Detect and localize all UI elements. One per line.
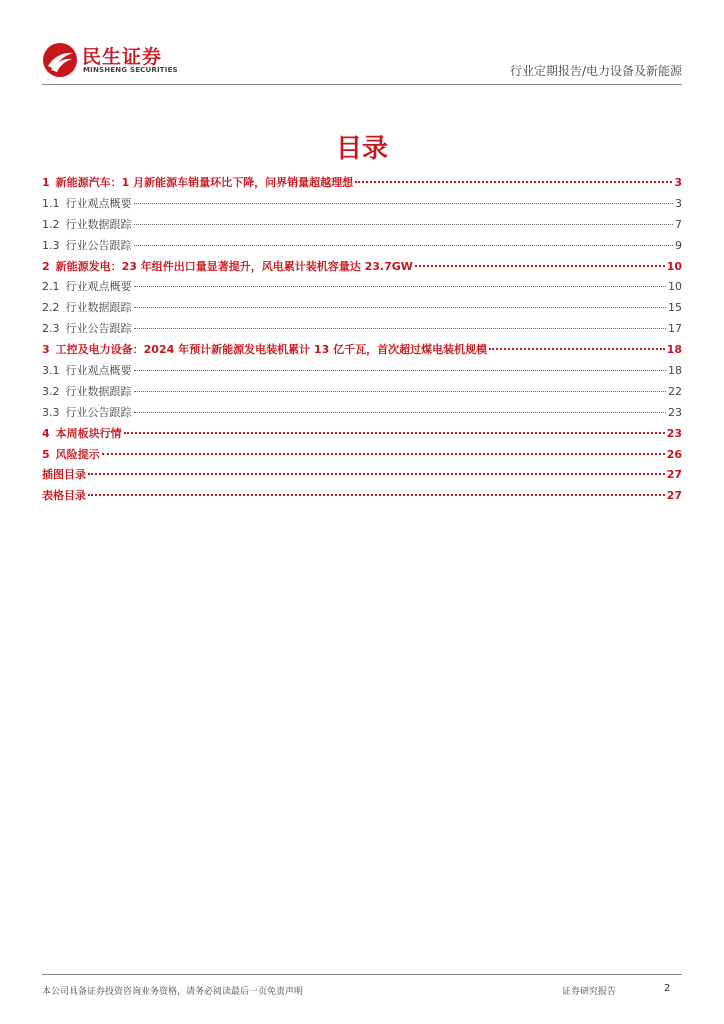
table-of-contents [42, 174, 682, 508]
toc-entry-title: 行业公告跟踪 [65, 238, 132, 252]
toc-entry-page: 10 [666, 259, 682, 273]
toc-entry[interactable] [42, 237, 682, 258]
toc-entry-number: 3.1 [42, 364, 60, 378]
toc-dot-leader [134, 370, 667, 371]
toc-entry[interactable] [42, 425, 682, 446]
toc-entry-page: 23 [668, 405, 682, 419]
toc-entry-number: 2.3 [42, 322, 60, 336]
toc-entry-title: 风险提示 [55, 447, 100, 461]
toc-entry-page: 10 [668, 280, 682, 294]
toc-entry-page: 26 [666, 447, 682, 461]
toc-entry-page: 15 [668, 301, 682, 315]
toc-entry-page: 18 [666, 343, 682, 357]
page-header [42, 40, 682, 86]
toc-dot-leader [124, 432, 665, 434]
toc-entry-title: 行业观点概要 [65, 364, 132, 378]
toc-entry-number: 3.2 [42, 384, 60, 398]
toc-entry-number: 2 [42, 259, 50, 273]
toc-entry[interactable] [42, 320, 682, 341]
toc-entry-page: 18 [668, 364, 682, 378]
toc-entry-page: 22 [668, 384, 682, 398]
toc-entry[interactable] [42, 487, 682, 508]
toc-dot-leader [134, 328, 667, 329]
toc-entry-number: 1 [42, 176, 50, 189]
toc-entry[interactable] [42, 299, 682, 320]
toc-entry-title: 新能源汽车：1 月新能源车销量环比下降，问界销量超越理想 [55, 176, 354, 189]
toc-entry-number: 3.3 [42, 405, 60, 419]
toc-dot-leader [134, 245, 674, 246]
toc-entry-title: 工控及电力设备：2024 年预计新能源发电装机累计 13 亿千瓦，首次超过煤电装机规模 [55, 343, 488, 357]
toc-entry-title: 行业公告跟踪 [65, 405, 132, 419]
toc-dot-leader [355, 181, 672, 183]
toc-dot-leader [134, 203, 674, 204]
toc-entry-title: 新能源发电：23 年组件出口量显著提升，风电累计装机容量达 23.7GW [55, 259, 413, 273]
toc-entry-number: 2.1 [42, 280, 60, 294]
toc-entry-title: 行业数据跟踪 [65, 301, 132, 315]
toc-entry[interactable] [42, 195, 682, 216]
toc-entry-page: 9 [675, 238, 682, 252]
toc-entry[interactable] [42, 278, 682, 299]
toc-entry[interactable] [42, 174, 682, 195]
footer-divider [42, 974, 682, 975]
toc-dot-leader [88, 473, 665, 475]
toc-entry-title: 行业观点概要 [65, 280, 132, 294]
footer-report-label: 证券研究报告 [562, 987, 617, 997]
report-category: 行业定期报告/电力设备及新能源 [509, 64, 682, 78]
toc-dot-leader [134, 286, 667, 287]
toc-entry[interactable] [42, 258, 682, 279]
toc-entry-page: 23 [666, 426, 682, 440]
toc-dot-leader [134, 307, 667, 308]
toc-entry[interactable] [42, 466, 682, 487]
toc-entry-number: 2.2 [42, 301, 60, 315]
toc-entry-number: 1.1 [42, 196, 60, 210]
toc-entry[interactable] [42, 341, 682, 362]
toc-entry-number: 3 [42, 343, 50, 357]
toc-entry-title: 行业观点概要 [65, 196, 132, 210]
minsheng-logo-icon [42, 42, 78, 78]
toc-entry-page: 27 [666, 468, 682, 482]
toc-entry[interactable] [42, 362, 682, 383]
toc-entry-title: 插图目录 [42, 468, 86, 482]
brand-name-en: MINSHENG SECURITIES [83, 66, 178, 74]
toc-dot-leader [489, 348, 665, 350]
toc-entry[interactable] [42, 446, 682, 467]
toc-entry-number: 4 [42, 426, 50, 440]
toc-entry[interactable] [42, 404, 682, 425]
toc-dot-leader [134, 412, 667, 413]
brand-name-cn: 民生证券 [82, 46, 163, 68]
toc-entry-title: 表格目录 [42, 489, 86, 503]
toc-entry-page: 27 [666, 489, 682, 503]
toc-entry-page: 17 [668, 322, 682, 336]
toc-dot-leader [102, 453, 665, 455]
toc-dot-leader [134, 391, 667, 392]
toc-entry[interactable] [42, 216, 682, 237]
toc-entry-title: 行业数据跟踪 [65, 217, 132, 231]
brand-logo [42, 40, 182, 80]
toc-title: 目录 [335, 134, 388, 164]
toc-entry-title: 本周板块行情 [55, 426, 122, 440]
toc-entry-page: 3 [675, 196, 682, 210]
toc-entry-title: 行业数据跟踪 [65, 384, 132, 398]
page-number: 2 [664, 983, 671, 994]
toc-entry-page: 7 [675, 217, 682, 231]
toc-entry-number: 1.3 [42, 238, 60, 252]
toc-dot-leader [415, 265, 665, 267]
toc-dot-leader [88, 494, 665, 496]
header-divider [42, 84, 682, 85]
toc-entry[interactable] [42, 383, 682, 404]
toc-dot-leader [134, 224, 674, 225]
footer-disclaimer: 本公司具备证券投资咨询业务资格，请务必阅读最后一页免责声明 [42, 987, 304, 997]
toc-entry-number: 1.2 [42, 217, 60, 231]
toc-entry-page: 3 [674, 176, 682, 189]
toc-entry-title: 行业公告跟踪 [65, 322, 132, 336]
toc-entry-number: 5 [42, 447, 50, 461]
